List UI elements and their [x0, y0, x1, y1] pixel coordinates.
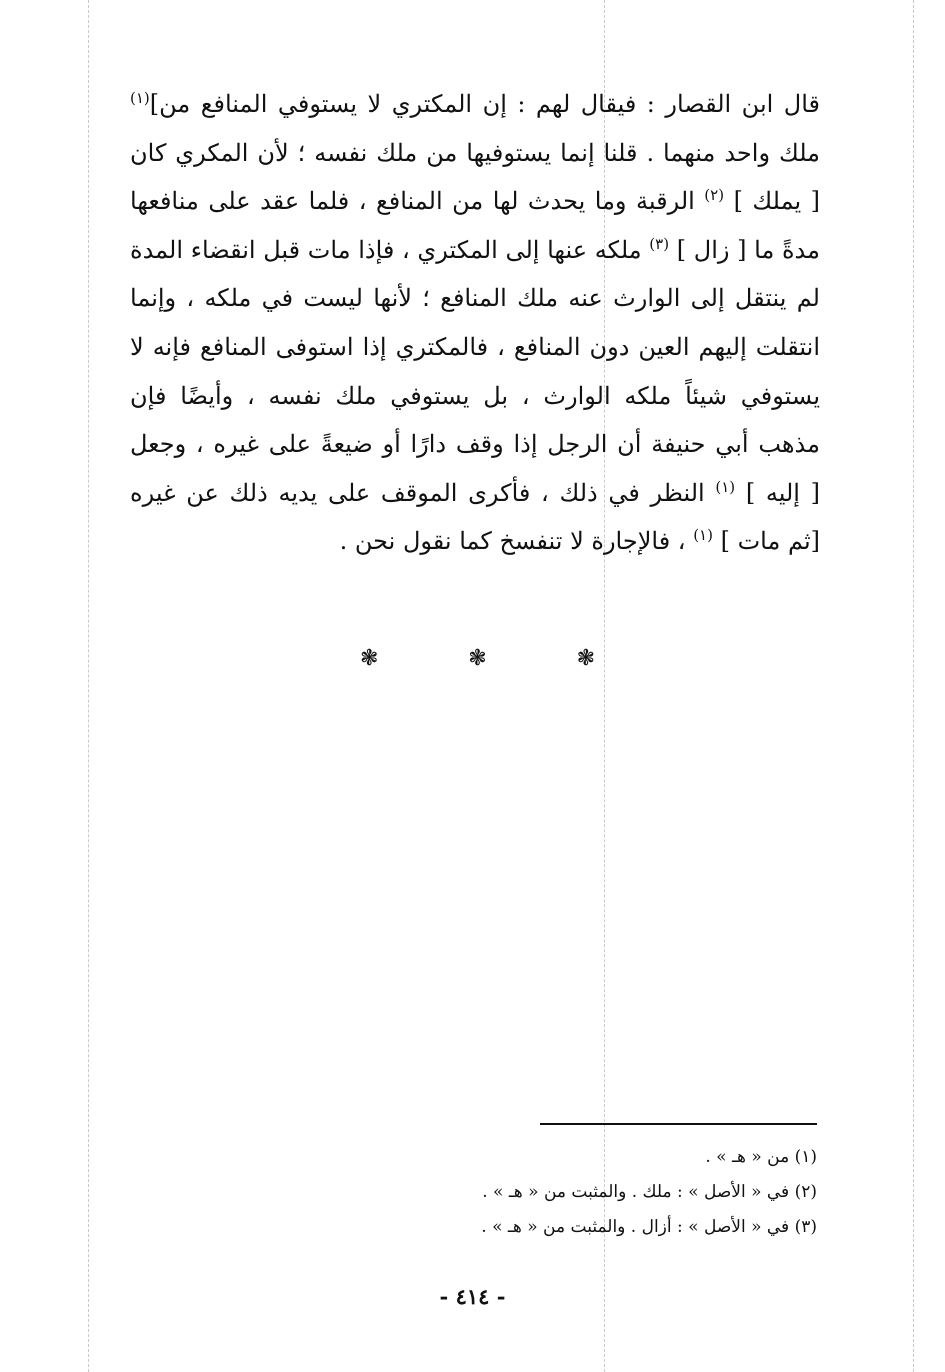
- line-text-rest: النظر في ذلك ، فأكرى الموقف على يديه ذلك عن غيره: [130, 478, 716, 507]
- line-text: [ يملك ]: [724, 187, 820, 216]
- asterism-icon: ❃: [576, 646, 595, 671]
- line-text: [ثم مات ]: [712, 527, 820, 556]
- footnote-ref: (٢): [704, 186, 725, 205]
- text-line: [130, 274, 820, 323]
- text-line: [130, 129, 820, 178]
- line-text: قال ابن القصار : فيقال لهم : إن المكتري لا يستوفي المنافع من]: [149, 90, 820, 118]
- line-text: مذهب أبي حنيفة أن الرجل إذا وقف دارًا أو ضيعةً على غيره ، وجعل: [130, 430, 820, 459]
- line-text: مدةً ما [ زال ]: [669, 235, 820, 264]
- scan-fold-line: [88, 0, 89, 1372]
- text-line: [130, 226, 820, 275]
- footnote-ref: (١): [130, 89, 150, 107]
- line-text-rest: الرقبة وما يحدث لها من المنافع ، فلما عقد على منافعها: [130, 187, 705, 216]
- text-line: [130, 469, 820, 518]
- text-line: [130, 323, 820, 372]
- section-ornaments: [360, 646, 595, 671]
- page-number: - ٤١٤ -: [439, 1284, 506, 1309]
- footnote: (١) من « هـ » .: [705, 1147, 817, 1167]
- line-text: انتقلت إليهم العين دون المنافع ، فالمكتري إذا استوفى المنافع فإنه لا: [130, 332, 820, 361]
- asterism-icon: ❃: [360, 646, 379, 671]
- scan-fold-line: [913, 0, 914, 1372]
- line-text: ملك واحد منهما . قلنا إنما يستوفيها من ملك نفسه ؛ لأن المكري كان: [130, 138, 820, 167]
- footnotes: [380, 1140, 817, 1245]
- line-text: [ إليه ]: [735, 478, 820, 507]
- line-text: يستوفي شيئاً ملكه الوارث ، بل يستوفي ملك نفسه ، وأيضًا فإن: [130, 381, 820, 410]
- text-line: [130, 372, 820, 421]
- footnote-separator: [540, 1123, 817, 1125]
- footnote-ref: (٣): [649, 234, 670, 253]
- line-text: لم ينتقل إلى الوارث عنه ملك المنافع ؛ لأنها ليست في ملكه ، وإنما: [130, 284, 820, 313]
- footnote-ref: (١): [693, 526, 713, 545]
- text-line: [130, 517, 820, 566]
- text-line: [130, 177, 820, 226]
- footnote: (٣) في « الأصل » : أزال . والمثبت من « هـ » .: [481, 1217, 817, 1237]
- line-text-rest: ملكه عنها إلى المكتري ، فإذا مات قبل انقضاء المدة: [130, 235, 650, 264]
- text-line: [130, 420, 820, 469]
- line-text-rest: ، فالإجارة لا تنفسخ كما نقول نحن .: [339, 527, 694, 556]
- main-text: [130, 80, 820, 566]
- text-line: [130, 80, 820, 129]
- footnote: (٢) في « الأصل » : ملك . والمثبت من « هـ » .: [482, 1182, 817, 1202]
- asterism-icon: ❃: [468, 646, 487, 671]
- footnote-ref: (١): [715, 477, 736, 496]
